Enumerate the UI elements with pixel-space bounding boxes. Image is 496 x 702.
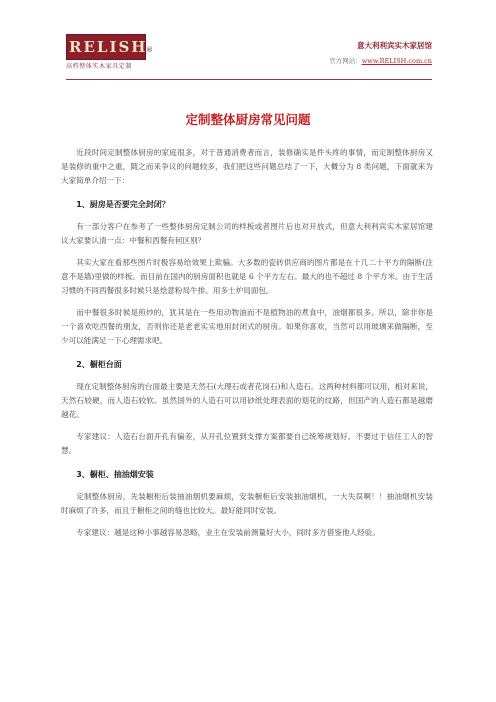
section-heading: 3、橱柜、抽油烟安装 (76, 470, 154, 479)
section-paragraph: 其实大家在看那些图片时极容易给效果上欺骗。大多数的瓷砖供应商的图片都是在十几二十平方的隔断(注意不是墙)里做的样板。而目前在国内的厨房面积也就是 6 个平方左右。最大的也不超过 8 个平方米。由于生活习惯的不同西餐很多时候只是烩意粉局牛排、用多士炉局面包。 (61, 258, 433, 295)
logo-wordmark: RELISH (69, 38, 148, 56)
website-label: 官方网站： (329, 57, 362, 65)
website-line (329, 56, 432, 65)
logo-tagline: 高档整体实木家具定制 (66, 63, 133, 70)
section-paragraph: 专家建议：人造石台面开孔有偏差，从开孔位置到支撑方案都要自己统筹规划好。不要过于信任工人的智慧。 (61, 432, 433, 455)
section-paragraph: 有一部分客户在参考了一些整体厨房定制公司的样板或者图片后也对开放式，但意大利利宾实木家居馆建议大家要认清一点：中餐和西餐有何区别？ (61, 222, 433, 245)
section-heading: 2、橱柜台面 (76, 360, 122, 369)
section-heading: 1、厨房是否要完全封闭？ (76, 200, 170, 209)
registered-mark: ® (146, 46, 153, 54)
logo-badge (66, 34, 146, 60)
header-divider (66, 79, 432, 80)
page-header (66, 34, 432, 76)
relish-logo (66, 34, 156, 72)
page-title: 定制整体厨房常见问题 (185, 112, 311, 127)
section-paragraph: 现在定制整体厨房的台面最主要是天然石(大理石或者花岗石)和人造石。这两种材料都可以用，相对来说，天然石较硬，而人造石较软。虽然国外的人造石可以用砂纸处理表面的划花的纹路，但国产的人造石都是越磨越花。 (61, 382, 433, 419)
section-paragraph: 专家建议：越是这种小事越容易忽略，业主在安装前测量好大小，同时多方借鉴他人经验。 (76, 528, 380, 537)
company-name: 意大利利宾实木家居馆 (357, 41, 432, 50)
section-paragraph: 而中餐很多时候是煎炒的，犹其是在一些用动物油而不是植物油的煮食中，油烟都很多。所以，除非你是一个喜欢吃西餐的朋友，否则你还是老老实实地用封闭式的厨房。如果你喜欢，当然可以用玻璃来做隔断，至少可以能满足一下心理需求吧。 (61, 308, 433, 345)
section-paragraph: 定制整体厨房，先装橱柜后装抽油烟机要麻烦，安装橱柜后安装抽油烟机，一大失误啊！！抽油烟机安装时麻烦了许多，而且于橱柜之间的缝也比较大。最好能同时安装。 (61, 492, 433, 515)
article-body (61, 146, 433, 540)
intro-paragraph: 近段时间定制整体厨房的家庭很多，对于普通消费者而言，装修确实是件头疼的事情，而定制整体厨房又是装修的重中之重，随之而来争议的问题较多，我们把这些问题总结了一下，大概分为 8 类问题，下面就来为大家简单介绍一下： (61, 148, 433, 185)
website-link[interactable]: www.RELISH.com.cn (361, 57, 432, 65)
